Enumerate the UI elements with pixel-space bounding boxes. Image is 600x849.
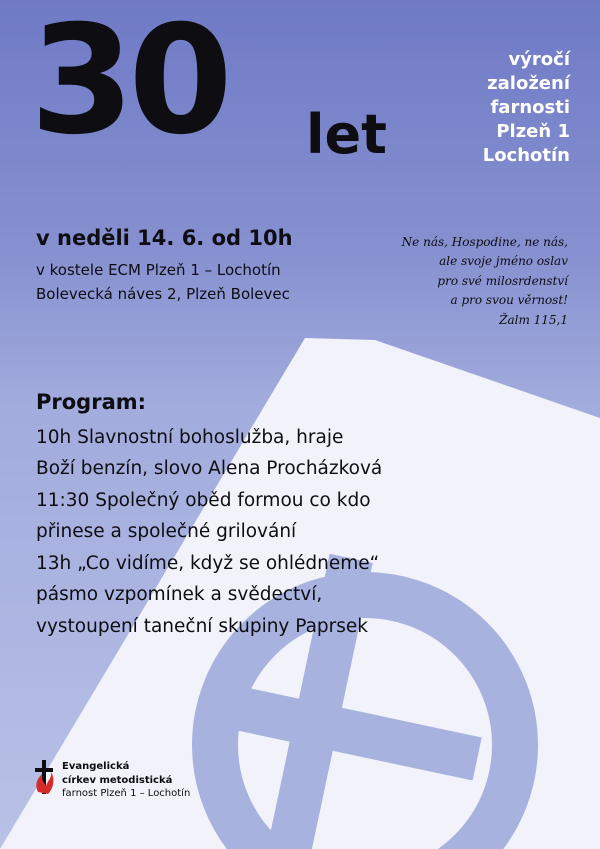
venue-line: Bolevecká náves 2, Plzeň Bolevec [36,285,290,303]
verse-line: Ne nás, Hospodine, ne nás, [401,235,568,249]
org-name-line: církev metodistická [62,774,173,786]
event-date: v neděli 14. 6. od 10h [36,226,293,250]
anniversary-heading-line: Plzeň 1 [496,121,570,143]
program-line: 13h „Co vidíme, když se ohlédneme“ [36,552,380,574]
org-parish: farnost Plzeň 1 – Lochotín [62,788,191,799]
cross-and-flame-icon [32,758,56,798]
program-line: pásmo vzpomínek a svědectví, [36,584,323,606]
organization-name [62,760,190,801]
anniversary-heading-line: založení [487,73,570,95]
verse-line: ale svoje jméno oslav [439,254,568,269]
venue-line: v kostele ECM Plzeň 1 – Lochotín [36,261,281,279]
bible-verse [308,233,568,330]
program-line: vystoupení taneční skupiny Paprsek [36,615,369,637]
anniversary-unit: let [306,103,387,166]
program-title: Program: [36,390,147,414]
program-line: 10h Slavnostní bohoslužba, hraje [36,427,344,448]
program-line: přinese a společné grilování [36,521,297,543]
verse-line: pro své milosrdenství [437,273,568,288]
anniversary-heading-line: výročí [508,49,570,70]
org-name-line: Evangelická [62,761,130,772]
verse-reference: Žalm 115,1 [499,312,568,327]
program-line: Boží benzín, slovo Alena Procházková [36,458,383,480]
event-venue [36,258,290,306]
verse-line: a pro svou věrnost! [450,293,568,308]
anniversary-heading-line: farnosti [490,97,570,119]
program-line: 11:30 Společný oběd formou co kdo [36,489,371,511]
program-list [36,422,526,642]
anniversary-heading-line: Lochotín [482,145,570,167]
anniversary-heading [400,48,570,169]
anniversary-number: 30 [30,0,227,168]
